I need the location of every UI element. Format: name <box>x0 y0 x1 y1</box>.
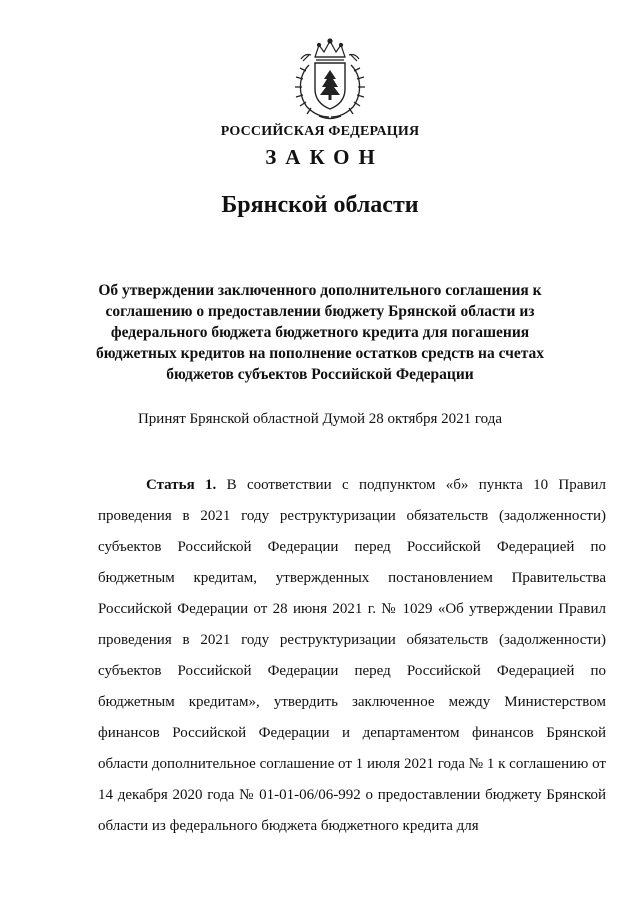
article-paragraph <box>98 470 606 842</box>
bryansk-region-coat-of-arms-icon <box>291 37 369 121</box>
law-subject-line: Об утверждении заключенного дополнительного соглашения к <box>98 282 542 299</box>
adoption-note: Принят Брянской областной Думой 28 октября 2021 года <box>137 411 503 427</box>
region-title: Брянской области <box>221 192 419 218</box>
law-subject-line: соглашению о предоставлении бюджету Брянской области из <box>105 303 535 320</box>
law-subject-line: бюджетов субъектов Российской Федерации <box>166 366 474 383</box>
federation-heading: РОССИЙСКАЯ ФЕДЕРАЦИЯ <box>220 124 420 139</box>
article-label: Статья 1. <box>146 477 217 493</box>
law-title: ЗАКОН <box>265 145 384 169</box>
law-subject <box>88 280 552 385</box>
law-subject-line: федерального бюджета бюджетного кредита для погашения <box>110 324 530 341</box>
law-subject-line: бюджетных кредитов на пополнение остатков средств на счетах <box>95 345 545 362</box>
article-text: В соответствии с подпунктом «б» пункта 10 Правил проведения в 2021 году реструктуризации обязательств (задолженности) субъектов Российской Федерации перед Российской Федерацией по бюджетным кредитам, утвержденных постановлением Правительства Российской Федерации от 28 июня 2021 г. № 1029 «Об утверждении Правил проведения в 2021 году реструктуризации обязательств (задолженности) субъектов Российской Федерации перед Российской Федерацией по бюджетным кредитам», утвердить заключенное между Министерством финансов Российской Федерации и департаментом финансов Брянской области дополнительное соглашение от 1 июля 2021 года № 1 к соглашению от 14 декабря 2020 года № 01-01-06/06-992 о предоставлении бюджету Брянской области из федерального бюджета бюджетного кредита для <box>98 477 606 834</box>
